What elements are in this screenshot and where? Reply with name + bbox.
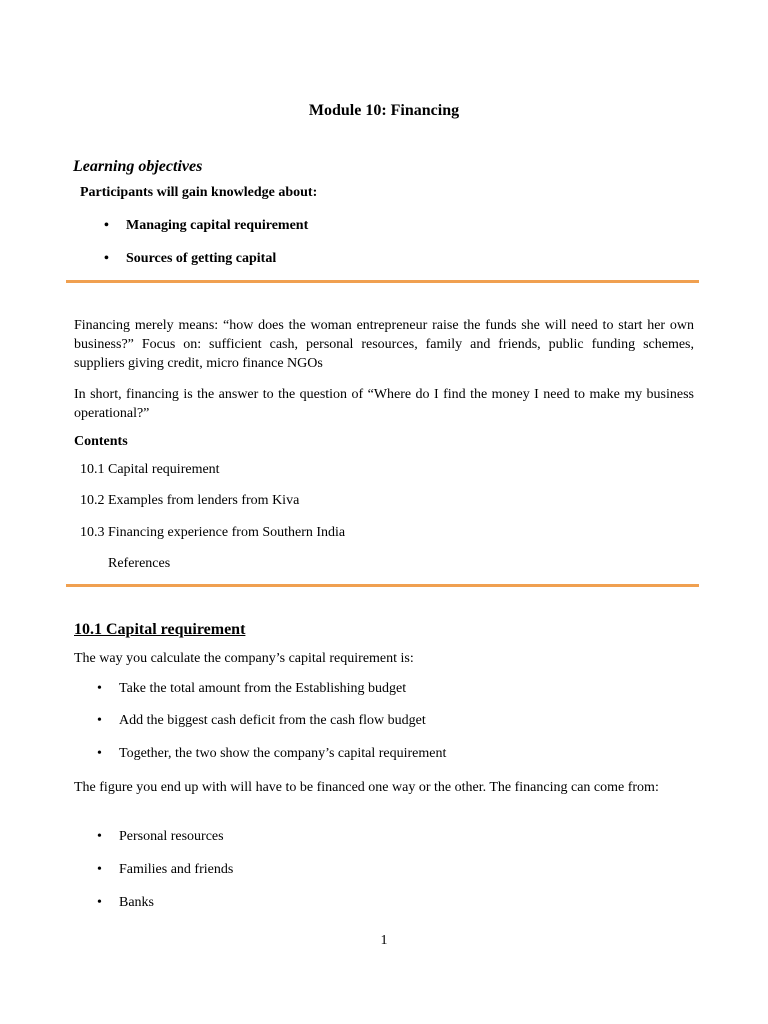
step-text: Add the biggest cash deficit from the cash flow budget: [119, 713, 426, 728]
section-heading: 10.1 Capital requirement: [74, 621, 246, 638]
learning-objectives-intro: Participants will gain knowledge about:: [80, 185, 318, 200]
capital-requirement-step: [97, 713, 426, 729]
bullet-icon: •: [97, 895, 102, 910]
contents-item: 10.2 Examples from lenders from Kiva: [80, 493, 300, 508]
step-text: Together, the two show the company’s capital requirement: [119, 746, 447, 761]
bullet-icon: •: [104, 218, 109, 233]
bullet-icon: •: [97, 713, 102, 728]
financing-source: [97, 895, 154, 911]
contents-heading: Contents: [74, 434, 128, 449]
bullet-icon: •: [97, 862, 102, 877]
source-text: Families and friends: [119, 862, 234, 877]
learning-objective-item: [104, 251, 276, 267]
intro-paragraph: In short, financing is the answer to the question of “Where do I find the money I need to make my business operational?”: [74, 387, 694, 421]
capital-requirement-step: [97, 746, 446, 762]
financing-paragraph: The figure you end up with will have to be financed one way or the other. The financing can come from:: [74, 780, 659, 795]
contents-item: References: [108, 556, 171, 571]
document-title: Module 10: Financing: [308, 102, 460, 119]
capital-requirement-step: [97, 681, 406, 697]
learning-objective-text: Managing capital requirement: [126, 218, 309, 233]
intro-paragraph: Financing merely means: “how does the woman entrepreneur raise the funds she will need to start her own business?” Focus on: sufficient cash, personal resources, family and friends, public funding schemes, suppliers giving credit, micro finance NGOs: [74, 318, 694, 371]
learning-objective-item: [104, 218, 308, 234]
section-intro: The way you calculate the company’s capital requirement is:: [74, 651, 414, 666]
learning-objective-text: Sources of getting capital: [126, 251, 277, 266]
financing-source: [97, 862, 233, 878]
page-number: 1: [380, 933, 388, 948]
bullet-icon: •: [104, 251, 109, 266]
contents-item: 10.3 Financing experience from Southern India: [80, 525, 346, 540]
bullet-icon: •: [97, 746, 102, 761]
source-text: Personal resources: [119, 829, 224, 844]
step-text: Take the total amount from the Establishing budget: [119, 681, 407, 696]
section-divider: [66, 280, 699, 283]
bullet-icon: •: [97, 681, 102, 696]
section-divider: [66, 584, 699, 587]
bullet-icon: •: [97, 829, 102, 844]
financing-source: [97, 829, 224, 845]
contents-item: 10.1 Capital requirement: [80, 462, 220, 477]
source-text: Banks: [119, 895, 154, 910]
learning-objectives-heading: Learning objectives: [73, 158, 203, 175]
